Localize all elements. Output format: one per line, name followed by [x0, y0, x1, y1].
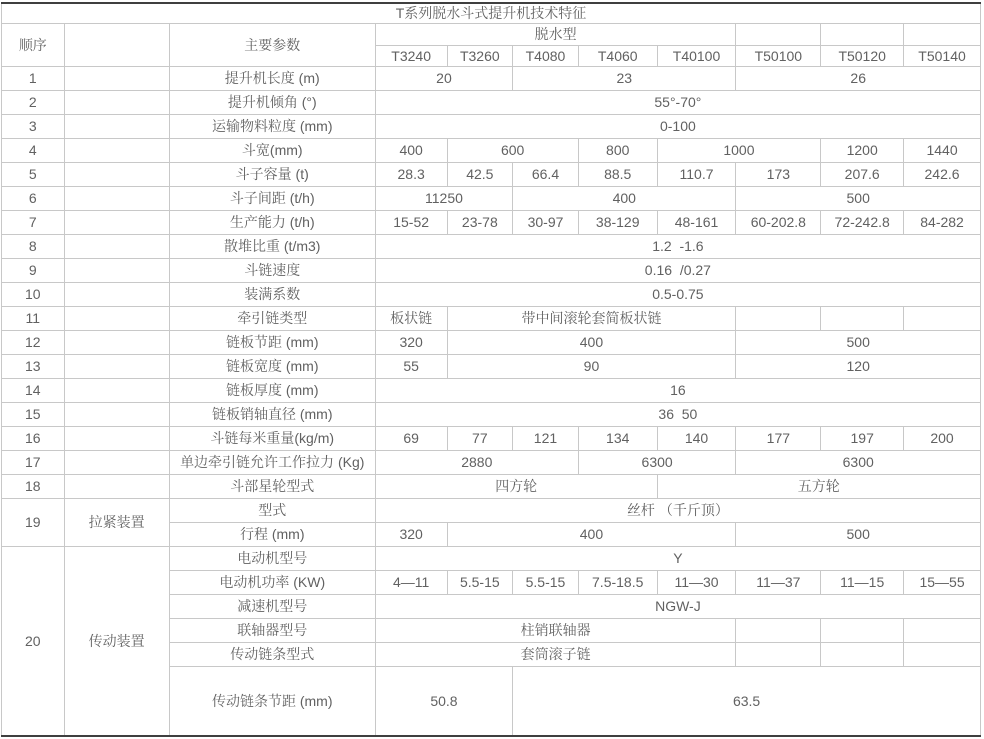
value-cell: 197 — [821, 427, 904, 451]
row-number-cell: 3 — [2, 115, 65, 139]
model-header-cell: T4060 — [578, 46, 657, 67]
table-row — [2, 379, 981, 403]
table-row — [2, 115, 981, 139]
row-number-cell: 17 — [2, 451, 65, 475]
table-row — [2, 547, 981, 571]
param-label-cell: 链板销轴直径 (mm) — [169, 403, 375, 427]
value-cell: 800 — [578, 139, 657, 163]
row-number-cell: 6 — [2, 187, 65, 211]
group-label-cell — [64, 283, 169, 307]
spec-table-body — [2, 3, 981, 736]
row-number-cell: 9 — [2, 259, 65, 283]
value-cell — [821, 307, 904, 331]
value-cell: 90 — [447, 355, 736, 379]
value-cell: 1.2 -1.6 — [375, 235, 980, 259]
value-cell: 120 — [736, 355, 981, 379]
value-cell: 72-242.8 — [821, 211, 904, 235]
value-cell: 套筒滚子链 — [375, 643, 736, 667]
empty-header-cell — [904, 24, 981, 46]
group-label-cell — [64, 211, 169, 235]
value-cell: 400 — [375, 139, 447, 163]
spec-table — [1, 2, 981, 737]
value-cell: 5.5-15 — [513, 571, 579, 595]
value-cell: 四方轮 — [375, 475, 657, 499]
table-row — [2, 259, 981, 283]
value-cell: 15-52 — [375, 211, 447, 235]
value-cell: 77 — [447, 427, 513, 451]
param-label-cell: 链板厚度 (mm) — [169, 379, 375, 403]
value-cell: 30-97 — [513, 211, 579, 235]
param-label-cell: 联轴器型号 — [169, 619, 375, 643]
value-cell: 500 — [736, 331, 981, 355]
row-number-cell: 15 — [2, 403, 65, 427]
value-cell — [736, 307, 821, 331]
value-cell: 55 — [375, 355, 447, 379]
value-cell: 140 — [657, 427, 736, 451]
title-row — [2, 3, 981, 24]
value-cell: 177 — [736, 427, 821, 451]
group-label-cell: 拉紧装置 — [64, 499, 169, 547]
group-label-cell — [64, 355, 169, 379]
value-cell: Y — [375, 547, 980, 571]
param-column-header: 主要参数 — [169, 24, 375, 67]
value-cell: 11—15 — [821, 571, 904, 595]
group-label-cell — [64, 115, 169, 139]
value-cell: 200 — [904, 427, 981, 451]
value-cell: 400 — [513, 187, 736, 211]
group-label-cell — [64, 475, 169, 499]
value-cell: 15—55 — [904, 571, 981, 595]
value-cell: 320 — [375, 331, 447, 355]
group-label-cell: 传动装置 — [64, 547, 169, 737]
value-cell: 134 — [578, 427, 657, 451]
value-cell: 400 — [447, 331, 736, 355]
param-label-cell: 电动机型号 — [169, 547, 375, 571]
param-label-cell: 减速机型号 — [169, 595, 375, 619]
value-cell: 48-161 — [657, 211, 736, 235]
group-label-cell — [64, 403, 169, 427]
value-cell — [821, 619, 904, 643]
table-row — [2, 139, 981, 163]
value-cell: 20 — [375, 67, 512, 91]
value-cell: 0.16 /0.27 — [375, 259, 980, 283]
value-cell: 1440 — [904, 139, 981, 163]
param-label-cell: 提升机倾角 (°) — [169, 91, 375, 115]
param-label-cell: 装满系数 — [169, 283, 375, 307]
group-label-cell — [64, 307, 169, 331]
param-label-cell: 生产能力 (t/h) — [169, 211, 375, 235]
value-cell: 带中间滚轮套简板状链 — [447, 307, 736, 331]
row-number-cell: 19 — [2, 499, 65, 547]
value-cell: 11250 — [375, 187, 512, 211]
value-cell: 丝杆 （千斤顶） — [375, 499, 980, 523]
model-header-cell: T50100 — [736, 46, 821, 67]
model-header-cell: T40100 — [657, 46, 736, 67]
table-row — [2, 331, 981, 355]
model-header-cell: T50120 — [821, 46, 904, 67]
value-cell: 320 — [375, 523, 447, 547]
value-cell: 柱销联轴器 — [375, 619, 736, 643]
group-label-cell — [64, 259, 169, 283]
table-row — [2, 91, 981, 115]
param-label-cell: 斗子容量 (t) — [169, 163, 375, 187]
group-label-cell — [64, 67, 169, 91]
param-label-cell: 斗宽(mm) — [169, 139, 375, 163]
empty-header-cell — [821, 24, 904, 46]
row-number-cell: 1 — [2, 67, 65, 91]
value-cell: 207.6 — [821, 163, 904, 187]
param-label-cell: 斗部星轮型式 — [169, 475, 375, 499]
group-label-cell — [64, 163, 169, 187]
row-number-cell: 13 — [2, 355, 65, 379]
table-row — [2, 355, 981, 379]
row-number-cell: 20 — [2, 547, 65, 737]
param-label-cell: 斗子间距 (t/h) — [169, 187, 375, 211]
value-cell: 5.5-15 — [447, 571, 513, 595]
table-row — [2, 67, 981, 91]
group-label-cell — [64, 451, 169, 475]
row-number-cell: 16 — [2, 427, 65, 451]
value-cell: 28.3 — [375, 163, 447, 187]
table-row — [2, 211, 981, 235]
value-cell: 6300 — [736, 451, 981, 475]
page-title: T系列脱水斗式提升机技术特征 — [2, 3, 981, 24]
value-cell: 173 — [736, 163, 821, 187]
table-row — [2, 499, 981, 523]
value-cell: 26 — [736, 67, 981, 91]
row-number-cell: 4 — [2, 139, 65, 163]
value-cell: 11—30 — [657, 571, 736, 595]
model-header-cell: T3240 — [375, 46, 447, 67]
table-row — [2, 283, 981, 307]
value-cell: 23 — [513, 67, 736, 91]
value-cell: 500 — [736, 187, 981, 211]
value-cell: 38-129 — [578, 211, 657, 235]
type-group-header: 脱水型 — [375, 24, 736, 46]
param-label-cell: 型式 — [169, 499, 375, 523]
row-number-cell: 8 — [2, 235, 65, 259]
group-label-cell — [64, 427, 169, 451]
value-cell: 板状链 — [375, 307, 447, 331]
value-cell: 500 — [736, 523, 981, 547]
row-number-cell: 18 — [2, 475, 65, 499]
value-cell: 110.7 — [657, 163, 736, 187]
value-cell: 84-282 — [904, 211, 981, 235]
param-label-cell: 运输物料粒度 (mm) — [169, 115, 375, 139]
group-label-cell — [64, 331, 169, 355]
table-row — [2, 475, 981, 499]
table-row — [2, 307, 981, 331]
value-cell: 242.6 — [904, 163, 981, 187]
row-number-cell: 11 — [2, 307, 65, 331]
value-cell: 2880 — [375, 451, 578, 475]
value-cell: 63.5 — [513, 667, 981, 737]
param-label-cell: 传动链条型式 — [169, 643, 375, 667]
value-cell — [736, 619, 821, 643]
param-label-cell: 斗链速度 — [169, 259, 375, 283]
param-label-cell: 提升机长度 (m) — [169, 67, 375, 91]
table-row — [2, 187, 981, 211]
row-number-cell: 2 — [2, 91, 65, 115]
table-row — [2, 427, 981, 451]
param-label-cell: 散堆比重 (t/m3) — [169, 235, 375, 259]
value-cell: NGW-J — [375, 595, 980, 619]
value-cell: 88.5 — [578, 163, 657, 187]
device-column-header — [64, 24, 169, 67]
value-cell: 16 — [375, 379, 980, 403]
value-cell: 0-100 — [375, 115, 980, 139]
table-row — [2, 403, 981, 427]
value-cell: 600 — [447, 139, 578, 163]
group-label-cell — [64, 139, 169, 163]
param-label-cell: 电动机功率 (KW) — [169, 571, 375, 595]
table-row — [2, 163, 981, 187]
value-cell — [736, 643, 821, 667]
value-cell — [904, 643, 981, 667]
value-cell: 11—37 — [736, 571, 821, 595]
row-number-cell: 12 — [2, 331, 65, 355]
header-row-group — [2, 24, 981, 46]
param-label-cell: 牵引链类型 — [169, 307, 375, 331]
value-cell — [904, 307, 981, 331]
value-cell: 121 — [513, 427, 579, 451]
param-label-cell: 链板节距 (mm) — [169, 331, 375, 355]
model-header-cell: T50140 — [904, 46, 981, 67]
group-label-cell — [64, 235, 169, 259]
value-cell: 7.5-18.5 — [578, 571, 657, 595]
param-label-cell: 行程 (mm) — [169, 523, 375, 547]
value-cell: 42.5 — [447, 163, 513, 187]
value-cell: 55°-70° — [375, 91, 980, 115]
value-cell: 6300 — [578, 451, 736, 475]
value-cell: 1200 — [821, 139, 904, 163]
value-cell — [904, 619, 981, 643]
table-row — [2, 451, 981, 475]
value-cell — [821, 643, 904, 667]
model-header-cell: T3260 — [447, 46, 513, 67]
row-number-cell: 7 — [2, 211, 65, 235]
value-cell: 60-202.8 — [736, 211, 821, 235]
value-cell: 69 — [375, 427, 447, 451]
value-cell: 400 — [447, 523, 736, 547]
group-label-cell — [64, 91, 169, 115]
order-column-header: 顺序 — [2, 24, 65, 67]
param-label-cell: 斗链每米重量(kg/m) — [169, 427, 375, 451]
value-cell: 66.4 — [513, 163, 579, 187]
value-cell: 23-78 — [447, 211, 513, 235]
table-row — [2, 235, 981, 259]
group-label-cell — [64, 379, 169, 403]
param-label-cell: 传动链条节距 (mm) — [169, 667, 375, 737]
model-header-cell: T4080 — [513, 46, 579, 67]
row-number-cell: 10 — [2, 283, 65, 307]
value-cell: 50.8 — [375, 667, 512, 737]
row-number-cell: 5 — [2, 163, 65, 187]
empty-header-cell — [736, 24, 821, 46]
group-label-cell — [64, 187, 169, 211]
value-cell: 4—11 — [375, 571, 447, 595]
value-cell: 1000 — [657, 139, 821, 163]
value-cell: 五方轮 — [657, 475, 980, 499]
value-cell: 36 50 — [375, 403, 980, 427]
value-cell: 0.5-0.75 — [375, 283, 980, 307]
param-label-cell: 单边牵引链允许工作拉力 (Kg) — [169, 451, 375, 475]
param-label-cell: 链板宽度 (mm) — [169, 355, 375, 379]
row-number-cell: 14 — [2, 379, 65, 403]
